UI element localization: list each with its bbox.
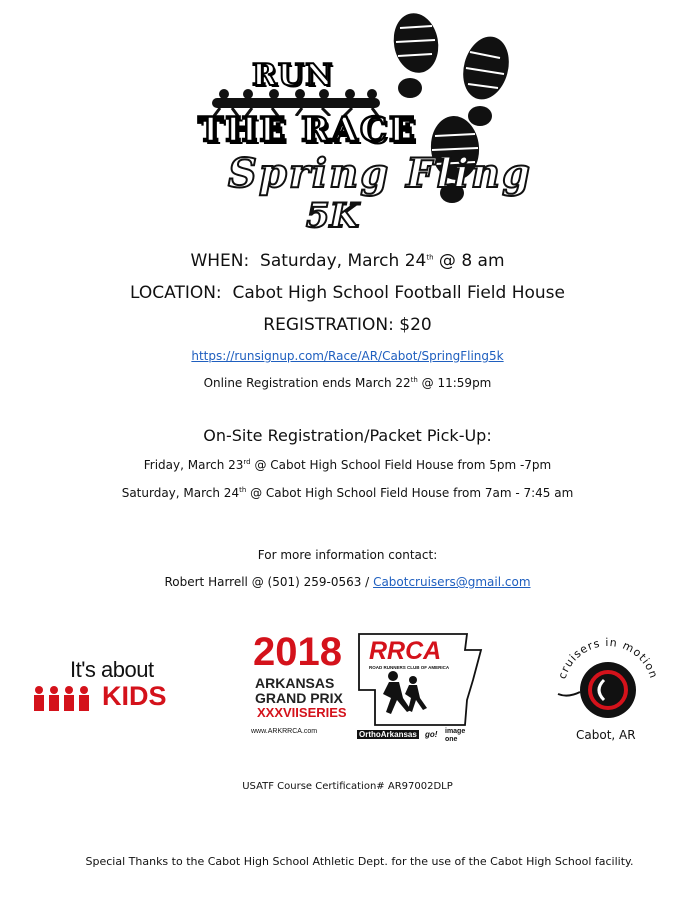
when-date-suffix: th (426, 253, 434, 262)
online-registration-ends (0, 376, 695, 390)
online-ends-text: Online Registration ends March 22 (203, 376, 411, 390)
location-value: Cabot High School Football Field House (232, 283, 565, 303)
saturday-date: Saturday, March 24 (121, 486, 240, 500)
cruisers-arc-text: cruisers in motion (555, 635, 661, 681)
when-date: Saturday, March 24 (260, 251, 427, 271)
cruisers-emblem-icon (548, 620, 668, 728)
kids-logo-line1: It's about (70, 657, 154, 682)
registration-link[interactable]: https://runsignup.com/Race/AR/Cabot/SpringFling5k (191, 349, 504, 363)
kids-logo-line2: KIDS (102, 681, 167, 711)
friday-suffix: rd (243, 458, 251, 466)
contact-email-link[interactable]: Cabotcruisers@gmail.com (373, 575, 531, 589)
its-about-kids-logo (22, 655, 174, 715)
saturday-suffix: th (239, 486, 247, 494)
pickup-heading: On-Site Registration/Packet Pick-Up: (203, 426, 492, 445)
logo-the-race-text: THE RACE (198, 110, 417, 150)
rrca-website: www.ARKRRCA.com (251, 728, 318, 735)
pickup-friday (0, 458, 695, 472)
rrca-grand-prix-logo (245, 630, 485, 745)
kids-figures-icon (32, 685, 94, 713)
rrca-subtitle: ROAD RUNNERS CLUB OF AMERICA (369, 665, 450, 670)
rrca-arkansas: ARKANSAS (255, 675, 335, 691)
friday-details: @ Cabot High School Field House from 5pm -7pm (254, 458, 552, 472)
sponsor-orthoarkansas: OrthoArkansas (359, 730, 417, 739)
cruisers-city: Cabot, AR (576, 728, 636, 742)
rrca-series: XXXVIISERIES (257, 705, 347, 720)
logo-run-text: RUN (252, 58, 334, 93)
when-line (0, 251, 695, 271)
sponsor-image-one: image one (445, 728, 466, 743)
cruisers-in-motion-logo (548, 620, 668, 750)
online-ends-suffix: th (410, 376, 418, 384)
rrca-year: 2018 (253, 630, 342, 674)
logo-spring-fling-text: Spring Fling (228, 150, 532, 197)
sponsor-go: go! (425, 730, 438, 739)
contact-heading: For more information contact: (257, 548, 438, 562)
when-time: @ 8 am (438, 251, 505, 271)
runners-icon (371, 670, 431, 722)
registration-fee: REGISTRATION: $20 (263, 315, 432, 335)
rrca-mark: RRCA (369, 637, 442, 665)
registration-url-line (0, 349, 695, 363)
friday-date: Friday, March 23 (143, 458, 244, 472)
usatf-certification: USATF Course Certification# AR97002DLP (242, 781, 453, 792)
logo-5k-text: 5K (306, 196, 360, 236)
saturday-details: @ Cabot High School Field House from 7am - 7:45 am (250, 486, 574, 500)
special-thanks: Special Thanks to the Cabot High School Athletic Dept. for the use of the Cabot High School facility. (85, 855, 634, 868)
contact-line (0, 575, 695, 589)
rrca-grand-prix: GRAND PRIX (255, 690, 343, 706)
pickup-saturday (0, 486, 695, 500)
when-label: WHEN: (190, 251, 250, 271)
location-line (0, 283, 695, 303)
contact-phone: Robert Harrell @ (501) 259-0563 / (164, 575, 370, 589)
online-ends-time: @ 11:59pm (421, 376, 492, 390)
location-label: LOCATION: (130, 283, 222, 303)
